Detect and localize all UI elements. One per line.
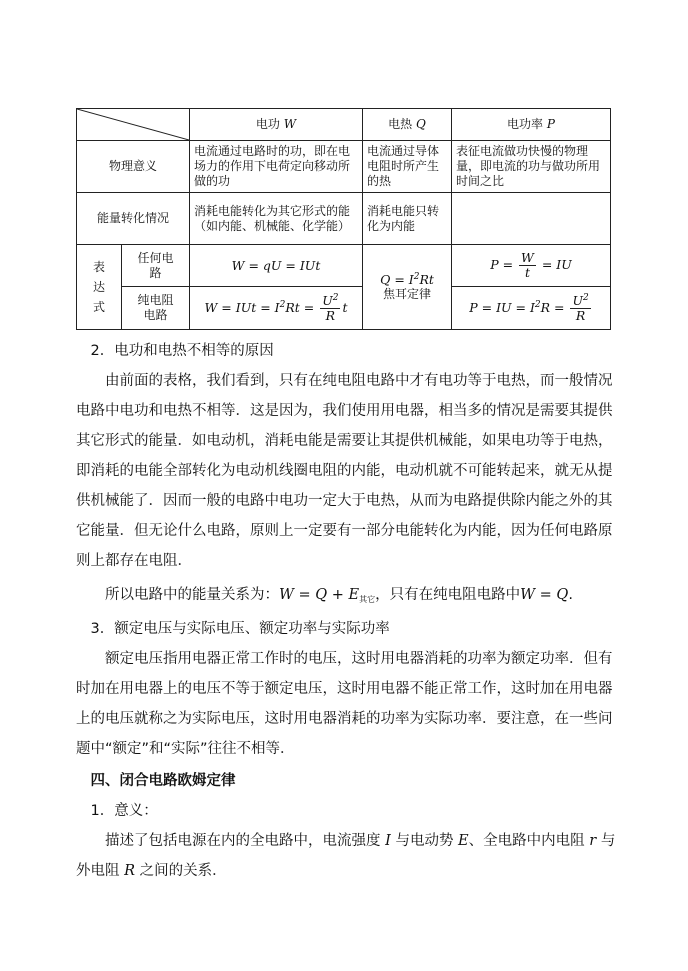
row-label-expression: 表 达 式 — [77, 245, 122, 330]
diagonal-line — [77, 109, 189, 140]
section-2-paragraph: 由前面的表格，我们看到，只有在纯电阻电路中才有电功等于电热，而一般情况电路中电功和电热不相等．这是因为，我们使用用电器，相当多的情况是需要其提供其它形式的能量．如电动机，消耗电能是需要让其提供机械能，如果电功等于电热，即消耗的电能全部转化为电动机线圈电阻的内能，电动机就不可能转起来，就无从提供机械能了．因而一般的电路中电功一定大于电热，从而为电路提供除内能之外的其它能量．但无论什么电路，原则上一定要有一部分电能转化为内能，因为任何电路原则上都存在电阻． — [76, 373, 613, 569]
section-2-title: 2．电功和电热不相等的原因 — [90, 343, 274, 359]
row-label-meaning: 物理意义 — [77, 141, 190, 193]
formula-power-any: P = $\frac{W}{t}$ = IU — [452, 245, 611, 287]
section-4-subtitle: 1．意义： — [90, 803, 158, 819]
section-3-paragraph: 额定电压指用电器正常工作时的电压，这时用电器消耗的功率为额定功率．但有时加在用电器上的电压不等于额定电压，这时用电器不能正常工作，这时加在用电器上的电压就称之为实际电压，这时用电器消耗的功率为实际功率．要注意，在一些问题中“额定”和“实际”往往不相等． — [76, 651, 613, 757]
formula-joule: $Q = I^2Rt$ — [380, 272, 434, 287]
section-4-title: 四、闭合电路欧姆定律 — [90, 773, 236, 789]
cell-heat-formula — [363, 245, 452, 330]
body-text — [76, 336, 616, 886]
sublabel-pure-circuit: 纯电阻电路 — [122, 287, 190, 330]
sublabel-any-circuit: 任何电路 — [122, 245, 190, 287]
section-3-title: 3．额定电压与实际电压、额定功率与实际功率 — [90, 621, 390, 637]
formula-work-any: W = qU = IUt — [190, 245, 363, 287]
header-work: 电功 W — [190, 109, 363, 141]
section-4-paragraph: 描述了包括电源在内的全电路中，电流强度 I 与电动势 E、全电路中内电阻 r 与外电阻 R 之间的关系． — [76, 833, 616, 879]
header-heat: 电热 Q — [363, 109, 452, 141]
cell-meaning-power: 表征电流做功快慢的物理量，即电流的功与做功所用时间之比 — [452, 141, 611, 193]
diagonal-header-cell — [77, 109, 190, 141]
header-power: 电功率 P — [452, 109, 611, 141]
comparison-table — [76, 108, 611, 330]
cell-energy-heat: 消耗电能只转化为内能 — [363, 193, 452, 245]
cell-energy-work: 消耗电能转化为其它形式的能（如内能、机械能、化学能） — [190, 193, 363, 245]
formula-power-pure: P = IU = $I^2R$ = $\frac{U^2}{R}$ — [452, 287, 611, 330]
formula-work-pure: W = IUt = $I^2Rt$ = $\frac{U^2}{R}$ t — [190, 287, 363, 330]
row-label-energy: 能量转化情况 — [77, 193, 190, 245]
cell-meaning-heat: 电流通过导体电阻时所产生的热 — [363, 141, 452, 193]
cell-energy-power — [452, 193, 611, 245]
joule-law-label: 焦耳定律 — [382, 287, 431, 301]
energy-relation: 所以电路中的能量关系为：$W = Q + E_{其它}$，只有在纯电阻电路中W = Q. — [105, 587, 573, 604]
cell-meaning-work: 电流通过电路时的功，即在电场力的作用下电荷定向移动所做的功 — [190, 141, 363, 193]
